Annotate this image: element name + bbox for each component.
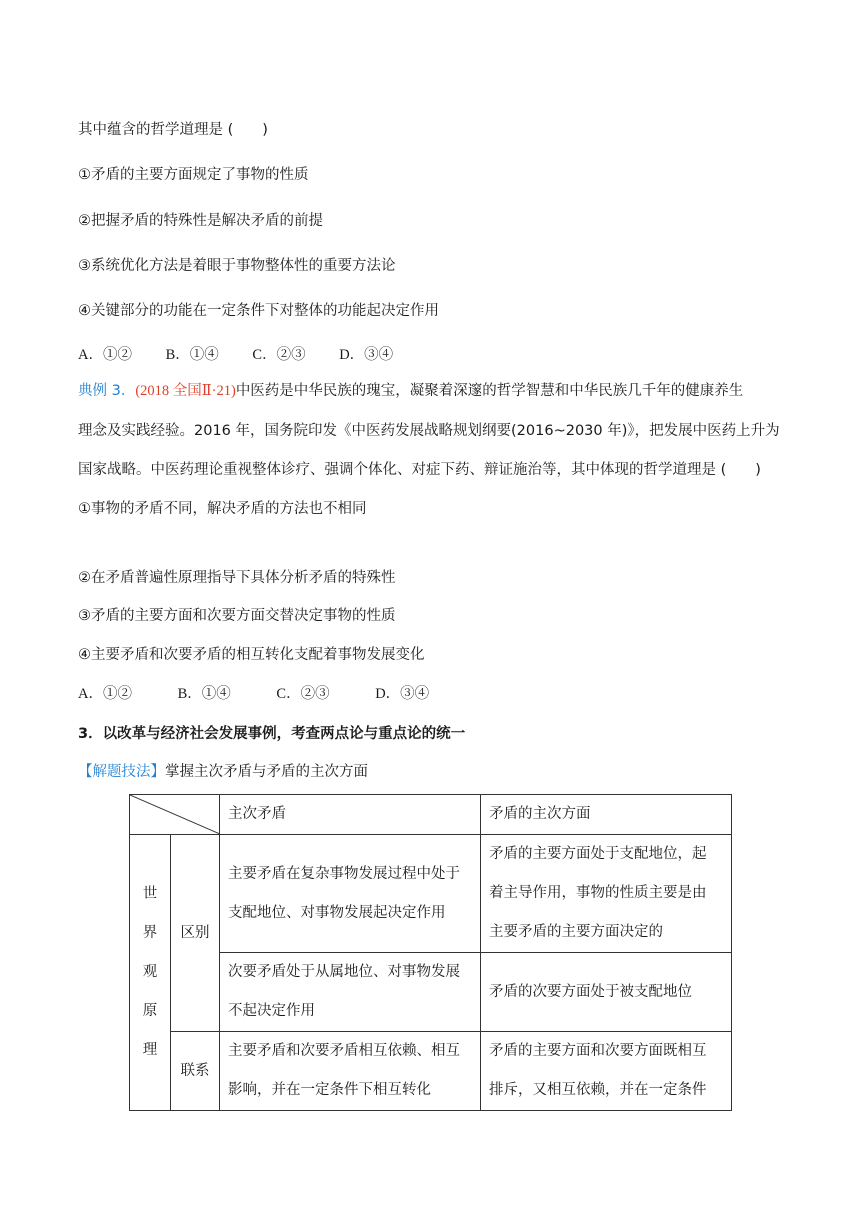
cell-main-diff: 主要矛盾在复杂事物发展过程中处于 支配地位、对事物发展起决定作用 bbox=[220, 835, 481, 953]
option-a: A．①② bbox=[78, 686, 132, 702]
category-worldview: 世 界 观 原 理 bbox=[130, 835, 171, 1111]
example-source: (2018 全国Ⅱ·21) bbox=[135, 383, 236, 399]
example-text: 中医药是中华民族的瑰宝，凝聚着深邃的哲学智慧和中华民族几千年的健康养生 bbox=[235, 383, 744, 399]
cell-secondary-diff: 次要矛盾处于从属地位、对事物发展 不起决定作用 bbox=[220, 953, 481, 1032]
label-connection: 联系 bbox=[171, 1032, 220, 1111]
header-main-contradiction: 主次矛盾 bbox=[220, 795, 481, 835]
option-d: D．③④ bbox=[375, 686, 430, 702]
cell-secondary-aspect: 矛盾的次要方面处于被支配地位 bbox=[481, 953, 732, 1032]
example-text: 国家战略。中医药理论重视整体诊疗、强调个体化、对症下药、辩证施治等，其中体现的哲学道理是 ( ) bbox=[78, 462, 761, 478]
statement-item: ④关键部分的功能在一定条件下对整体的功能起决定作用 bbox=[78, 303, 439, 319]
option-c: C．②③ bbox=[252, 347, 306, 363]
example-tag: 典例 3． bbox=[78, 383, 136, 399]
example-intro bbox=[78, 379, 743, 400]
header-contradiction-aspects: 矛盾的主次方面 bbox=[481, 795, 732, 835]
statement-item: ③矛盾的主要方面和次要方面交替决定事物的性质 bbox=[78, 608, 396, 624]
label-difference: 区别 bbox=[171, 835, 220, 1032]
comparison-table bbox=[129, 794, 732, 1111]
answer-options bbox=[78, 343, 423, 364]
statement-item: ①矛盾的主要方面规定了事物的性质 bbox=[78, 167, 309, 183]
question-stem: 其中蕴含的哲学道理是 ( ) bbox=[78, 122, 268, 138]
tip-text: 掌握主次矛盾与矛盾的主次方面 bbox=[165, 764, 368, 780]
option-b: B．①④ bbox=[177, 686, 231, 702]
cell-main-link: 主要矛盾和次要矛盾相互依赖、相互 影响，并在一定条件下相互转化 bbox=[220, 1032, 481, 1111]
example-text: 理念及实践经验。2016 年，国务院印发《中医药发展战略规划纲要(2016~2030 年)》，把发展中医药上升为 bbox=[78, 423, 780, 439]
tip-tag: 【解题技法】 bbox=[78, 764, 165, 780]
statement-item: ④主要矛盾和次要矛盾的相互转化支配着事物发展变化 bbox=[78, 647, 425, 663]
option-b: B．①④ bbox=[165, 347, 219, 363]
option-d: D．③④ bbox=[339, 347, 394, 363]
diagonal-line bbox=[130, 795, 220, 834]
option-c: C．②③ bbox=[276, 686, 330, 702]
option-a: A．①② bbox=[78, 347, 132, 363]
statement-item: ②把握矛盾的特殊性是解决矛盾的前提 bbox=[78, 213, 323, 229]
section-heading: 3．以改革与经济社会发展事例，考查两点论与重点论的统一 bbox=[78, 726, 466, 742]
answer-options bbox=[78, 682, 471, 703]
diagonal-header-cell bbox=[130, 795, 220, 835]
statement-item: ①事物的矛盾不同，解决矛盾的方法也不相同 bbox=[78, 501, 367, 517]
cell-aspect-link: 矛盾的主要方面和次要方面既相互 排斥，又相互依赖，并在一定条件 bbox=[481, 1032, 732, 1111]
tip-line bbox=[78, 760, 368, 781]
statement-item: ②在矛盾普遍性原理指导下具体分析矛盾的特殊性 bbox=[78, 570, 396, 586]
cell-aspect-diff: 矛盾的主要方面处于支配地位，起 着主导作用，事物的性质主要是由 主要矛盾的主要方面决定的 bbox=[481, 835, 732, 953]
statement-item: ③系统优化方法是着眼于事物整体性的重要方法论 bbox=[78, 258, 396, 274]
